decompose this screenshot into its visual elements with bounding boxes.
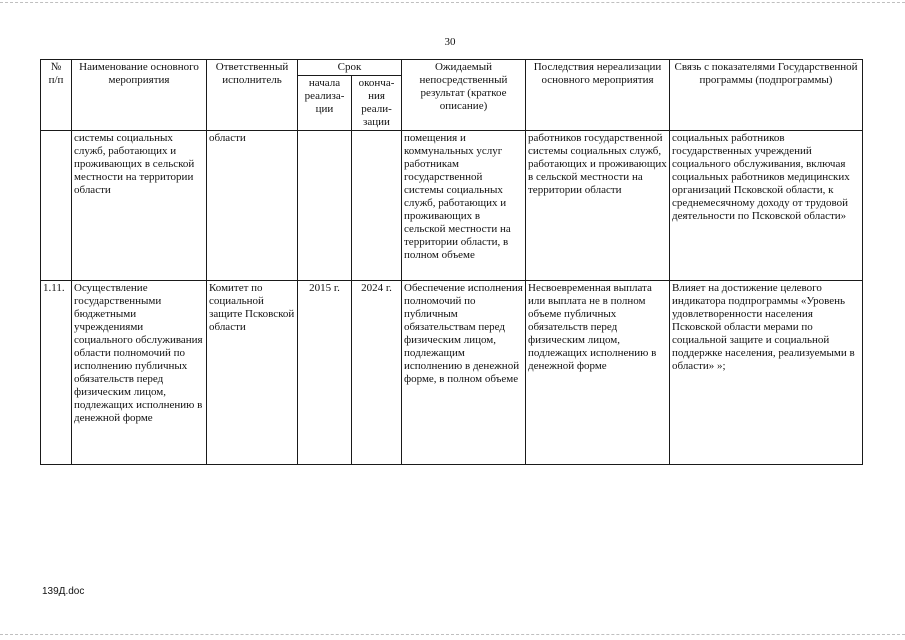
cell-term-end [352,131,402,281]
cell-expected-result: Обеспечение исполнения полномочий по публичным обязательствам перед физическим лицом, подлежащим исполнению в денежной форме, в полном объеме [402,281,526,465]
header-expected-result: Ожидаемый непосредственный результат (краткое описание) [402,60,526,131]
header-term-start: начала реализа-ции [298,76,352,131]
header-activity-name: Наименование основного мероприятия [72,60,207,131]
header-program-link: Связь с показателями Государственной программы (подпрограммы) [670,60,863,131]
cell-expected-result: помещения и коммунальных услуг работникам государственной системы социальных служб, работающих и проживающих в сельской местности на территории области, в полном объеме [402,131,526,281]
cell-term-end: 2024 г. [352,281,402,465]
header-term: Срок [298,60,402,76]
cell-number: 1.11. [41,281,72,465]
header-term-end: оконча-ния реали-зации [352,76,402,131]
cell-program-link: Влияет на достижение целевого индикатора подпрограммы «Уровень удовлетворенности населения Псковской области мерами по социальной защите и социальной поддержке населения, реализуемыми в области» »; [670,281,863,465]
cell-executor: области [207,131,298,281]
cell-term-start: 2015 г. [298,281,352,465]
table-row [41,131,863,281]
page-bottom-edge [0,634,905,635]
page-number: 30 [444,36,456,48]
table-header-row [41,60,863,76]
cell-executor: Комитет по социальной защите Псковской области [207,281,298,465]
cell-consequences: работников государственной системы социальных служб, работающих и проживающих в сельской местности на территории области [526,131,670,281]
cell-consequences: Несвоевременная выплата или выплата не в полном объеме публичных обязательств перед физическим лицом, подлежащих исполнению в денежной форме [526,281,670,465]
cell-program-link: социальных работников государственных учреждений социального обслуживания, включая социальных работников медицинских организаций Псковской области, к среднемесячному доходу от трудовой деятельности по Псковской области» [670,131,863,281]
table-row [41,281,863,465]
header-consequences: Последствия нереализации основного мероприятия [526,60,670,131]
footer-file-name: 139Д.doc [42,586,85,597]
page-top-edge [0,2,905,3]
activities-table [40,59,863,465]
cell-activity-name: Осуществление государственными бюджетными учреждениями социального обслуживания области полномочий по исполнению публичных обязательств перед физическим лицом, подлежащих исполнению в денежной форме [72,281,207,465]
cell-term-start [298,131,352,281]
header-executor: Ответственный исполнитель [207,60,298,131]
cell-activity-name: системы социальных служб, работающих и проживающих в сельской местности на территории области [72,131,207,281]
cell-number [41,131,72,281]
header-number: № п/п [41,60,72,131]
